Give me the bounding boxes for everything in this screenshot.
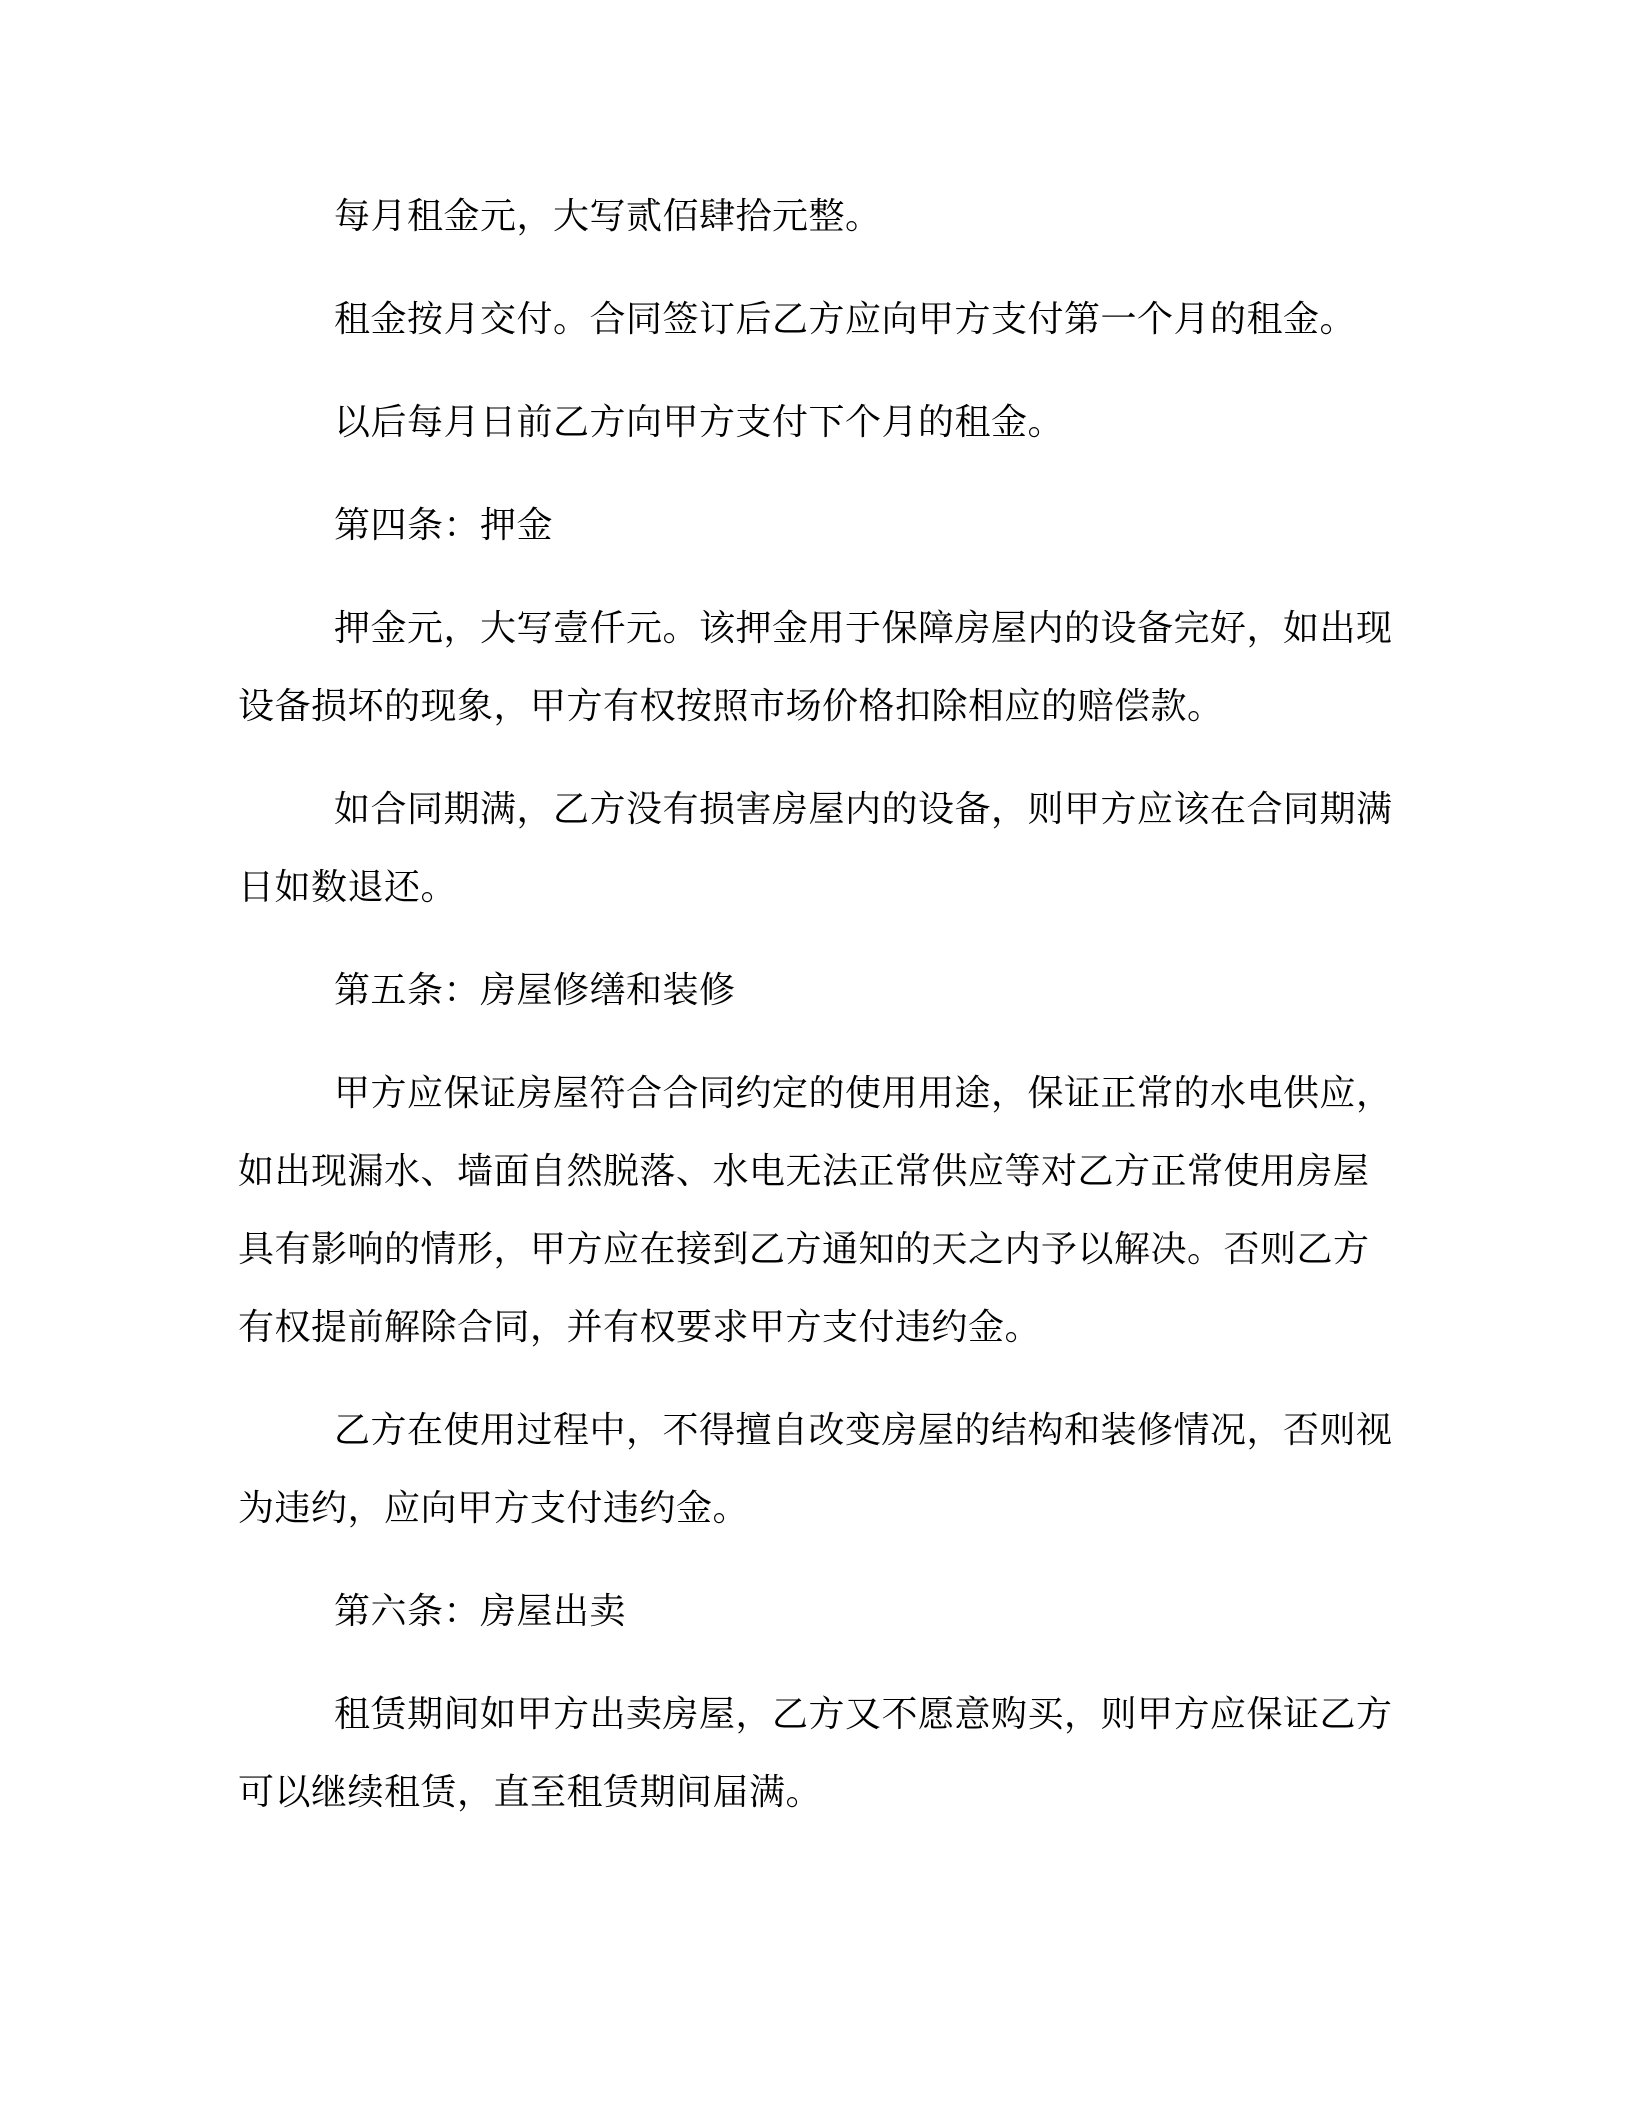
- paragraph-house-sale: 租赁期间如甲方出卖房屋，乙方又不愿意购买，则甲方应保证乙方可以继续租赁，直至租赁期间届满。: [238, 1694, 1393, 1813]
- paragraph-rent-schedule: 以后每月日前乙方向甲方支付下个月的租金。: [334, 402, 1065, 443]
- paragraph-rent-payment: 租金按月交付。合同签订后乙方应向甲方支付第一个月的租金。: [334, 299, 1357, 340]
- paragraph-deposit-refund: 如合同期满，乙方没有损害房屋内的设备，则甲方应该在合同期满日如数退还。: [238, 789, 1393, 908]
- paragraph-monthly-rent: 每月租金元，大写贰佰肆拾元整。: [334, 196, 882, 237]
- document-body: [238, 178, 1398, 1832]
- paragraph-deposit: 押金元，大写壹仟元。该押金用于保障房屋内的设备完好，如出现设备损坏的现象，甲方有权按照市场价格扣除相应的赔偿款。: [238, 608, 1393, 727]
- heading-article-4: 第四条：押金: [334, 505, 554, 546]
- heading-article-5: 第五条：房屋修缮和装修: [334, 970, 736, 1011]
- paragraph-repairs: 甲方应保证房屋符合合同约定的使用用途，保证正常的水电供应，如出现漏水、墙面自然脱落、水电无法正常供应等对乙方正常使用房屋具有影响的情形，甲方应在接到乙方通知的天之内予以解决。否则乙方有权提前解除合同，并有权要求甲方支付违约金。: [238, 1073, 1393, 1348]
- heading-article-6: 第六条：房屋出卖: [334, 1591, 627, 1632]
- paragraph-renovation: 乙方在使用过程中，不得擅自改变房屋的结构和装修情况，否则视为违约，应向甲方支付违约金。: [238, 1410, 1393, 1529]
